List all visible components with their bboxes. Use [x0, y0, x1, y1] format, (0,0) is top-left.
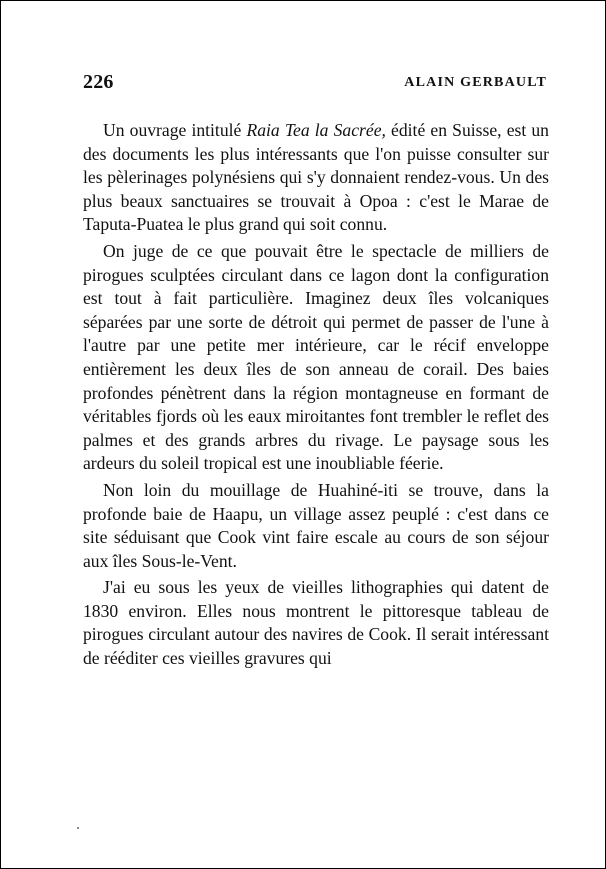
body-text	[83, 119, 549, 674]
book-title: Raia Tea la Sacrée,	[246, 120, 386, 140]
page-number: 226	[83, 71, 114, 93]
page-header	[83, 71, 547, 99]
running-head: ALAIN GERBAULT	[404, 75, 547, 90]
paragraph-1	[83, 119, 549, 237]
paragraph-2: On juge de ce que pouvait être le spectacle de milliers de pirogues sculptées circulant dans ce lagon dont la configuration est tout à fait particulière. Imaginez deux îles volcaniques séparées par une sorte de détroit qui permet de passer de l'une à l'autre par une petite mer intérieure, car le récif enveloppe entièrement les deux îles de son anneau de corail. Des baies profondes pénètrent dans la région montagneuse en formant de véritables fjords où les eaux miroitantes font trembler le reflet des palmes et des grands arbres du rivage. Le paysage sous les ardeurs du soleil tropical est une inoubliable féerie.	[83, 240, 549, 474]
paragraph-1-rest: édité en Suisse, est un des documents les plus intéressants que l'on puisse consulter sur les pèlerinages polynésiens qui s'y donnaient rendez-vous. Un des plus beaux sanctuaires se trouvait à Opoa : c'est le Marae de Taputa-Puatea le plus grand qui soit connu.	[83, 120, 549, 235]
scan-speck	[77, 827, 79, 829]
paragraph-3: Non loin du mouillage de Huahiné-iti se trouve, dans la profonde baie de Haapu, un village assez peuplé : c'est dans ce site séduisant que Cook vint faire escale au cours de son séjour aux îles Sous-le-Vent.	[83, 479, 549, 571]
paragraph-1-lead: Un ouvrage intitulé	[103, 120, 247, 140]
paragraph-4: J'ai eu sous les yeux de vieilles lithographies qui datent de 1830 environ. Elles nous montrent le pittoresque tableau de pirogues circulant autour des navires de Cook. Il serait intéressant de rééditer ces vieilles gravures qui	[83, 577, 549, 669]
